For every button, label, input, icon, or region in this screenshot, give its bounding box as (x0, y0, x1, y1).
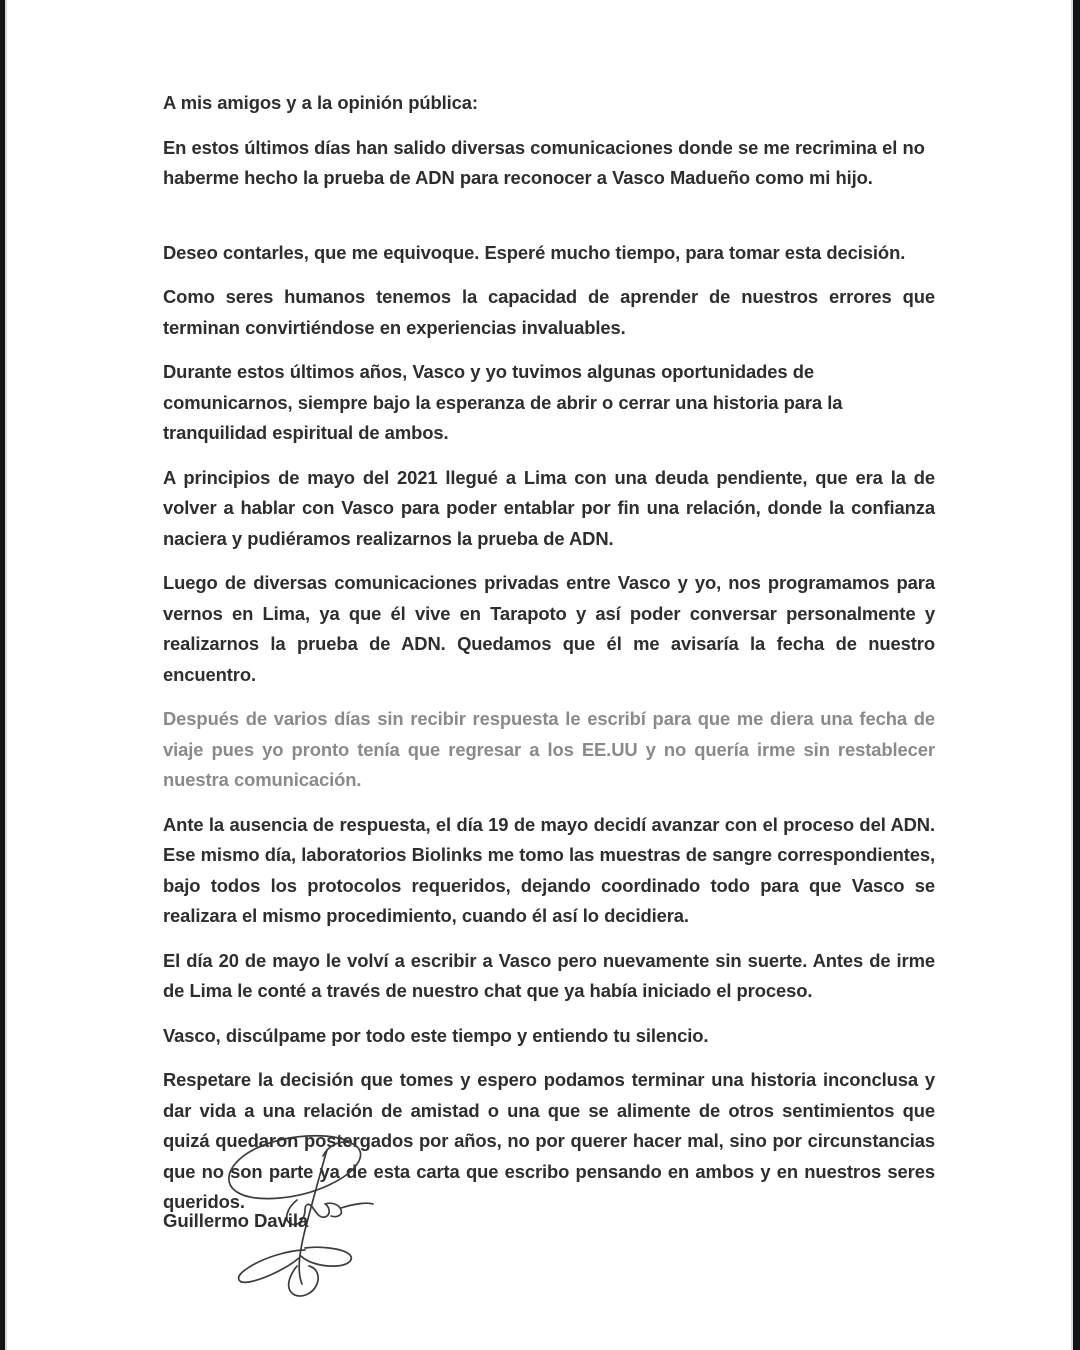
scan-edge-right (1073, 0, 1080, 1350)
letter-paragraph: Como seres humanos tenemos la capacidad de aprender de nuestros errores que terminan convirtiéndose en experiencias invaluables. (163, 286, 935, 338)
letter-paragraph: Luego de diversas comunicaciones privadas entre Vasco y yo, nos programamos para vernos en Lima, ya que él vive en Tarapoto y así poder conversar personalmente y realizarnos la prueba de ADN. Quedamos que él me avisaría la fecha de nuestro encuentro. (163, 572, 935, 685)
letter-paragraph: Durante estos últimos años, Vasco y yo tuvimos algunas oportunidades de comunicarnos, siempre bajo la esperanza de abrir o cerrar una historia para la tranquilidad espiritual de ambos. (163, 361, 843, 443)
scan-edge-right-highlight (1071, 0, 1073, 1350)
letter-paragraph: Vasco, discúlpame por todo este tiempo y entiendo tu silencio. (163, 1024, 709, 1046)
letter-paragraph: Respetare la decisión que tomes y espero podamos terminar una historia inconclusa y dar vida a una relación de amistad o una que se alimente de otros sentimientos que quizá quedaron postergados por años, no por querer hacer mal, sino por circunstancias que no son parte ya de esta carta que escribo pensando en ambos y en nuestros seres queridos. (163, 1069, 935, 1212)
letter-paragraph: A principios de mayo del 2021 llegué a Lima con una deuda pendiente, que era la de volver a hablar con Vasco para poder entablar por fin una relación, donde la confianza naciera y pudiéramos realizarnos la prueba de ADN. (163, 466, 935, 549)
scan-edge-left-highlight (5, 0, 7, 1350)
letter-paragraph: El día 20 de mayo le volví a escribir a Vasco pero nuevamente sin suerte. Antes de irme de Lima le conté a través de nuestro chat que ya había iniciado el proceso. (163, 949, 935, 1001)
signature-name: Guillermo Davila (163, 1210, 309, 1231)
letter-paragraph: Deseo contarles, que me equivoque. Esperé mucho tiempo, para tomar esta decisión. (163, 241, 906, 263)
letter-paragraph: Ante la ausencia de respuesta, el día 19 de mayo decidí avanzar con el proceso del ADN. Ese mismo día, laboratorios Biolinks me tomo las muestras de sangre correspondientes, bajo todos los protocolos requeridos, dejando coordinado todo para que Vasco se realizara el mismo procedimiento, cuando él así lo decidiera. (163, 813, 935, 926)
signature-block (163, 1132, 583, 1322)
letter-paragraph-faded: Después de varios días sin recibir respuesta le escribí para que me diera una fecha de viaje pues yo pronto tenía que regresar a los EE.UU y no quería irme sin restablecer nuestra comunicación. (163, 708, 935, 790)
letter-salutation: A mis amigos y a la opinión pública: (163, 92, 478, 113)
letter-paragraph: En estos últimos días han salido diversas comunicaciones donde se me recrimina el no haberme hecho la prueba de ADN para reconocer a Vasco Madueño como mi hijo. (163, 136, 925, 188)
letter-body (163, 88, 935, 1232)
